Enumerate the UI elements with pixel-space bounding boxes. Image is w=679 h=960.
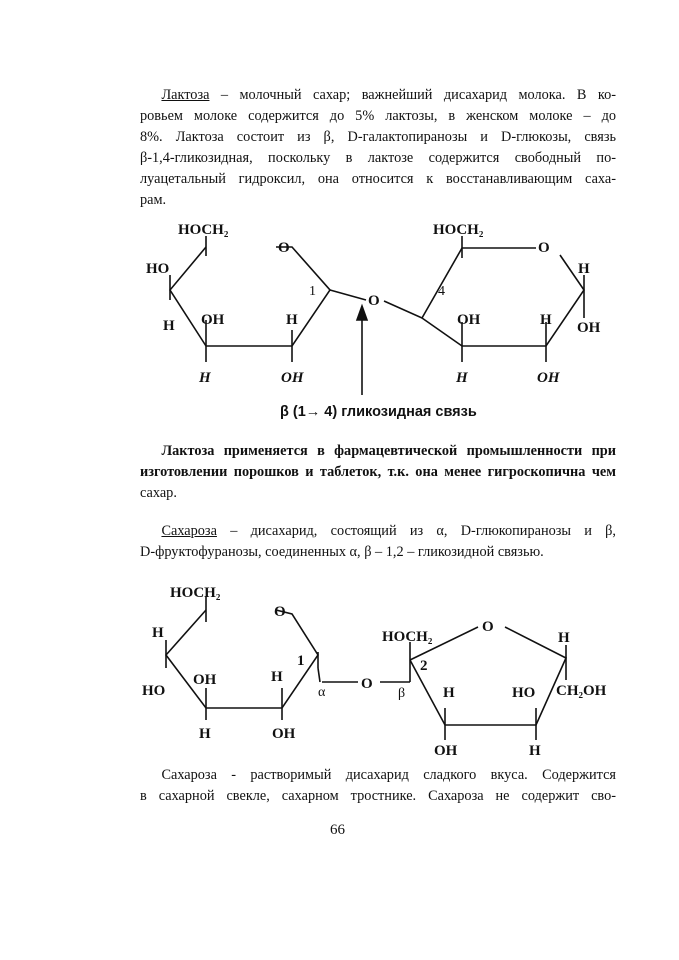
lactose-bond-caption: β (1→ 4) гликозидная связь — [280, 404, 477, 420]
sucrose-ring2-h-right: H — [558, 630, 570, 646]
sucrose-ring1-h-bottom: H — [199, 726, 211, 742]
sucrose-line-2: D-фруктофуранозы, соединенных α, β – 1,2 – гликозидной связью. — [140, 544, 544, 560]
sucrose-ring1-ho: HO — [142, 683, 166, 699]
sucrose-beta-label: β — [398, 686, 406, 701]
page-number: 66 — [330, 822, 345, 838]
sucrose-c1-label: 1 — [297, 653, 305, 669]
lactose-c1-label: 1 — [309, 284, 316, 299]
lactose-paragraph: Лактоза – молочный сахар; важнейший дисахарид молока. В ко- ровьем молоке содержится до 5% лактозы, в женском молоке – до 8%. Лактоза состоит из β, D-галактопиранозы и D-глюкозы, связь β-1,4-гликозидная, поскольку в лактозе содержится свободный по- луацетальный гидроксил, она относится к восстанавливающим саха- рам. — [140, 85, 616, 211]
sucrose-ring2-ho: HO — [512, 685, 536, 701]
lactose-ring1-hoch2: HOCH₂ — [178, 222, 229, 238]
sucrose-glycosidic-oxygen: O — [361, 676, 373, 692]
lactose-c4-label: 4 — [438, 284, 445, 299]
sucrose-ring2-oh-bottom: OH — [434, 743, 458, 759]
lactose-ring1-oh-bottom: OH — [281, 370, 304, 386]
lactose-ring1-h-mid: H — [286, 312, 298, 328]
sucrose-alpha-label: α — [318, 685, 326, 700]
sucrose-ring2-hoch2: HOCH₂ — [382, 629, 433, 645]
sucrose-ring2-ch2oh-right: CH₂OH — [556, 683, 607, 699]
lactose-ring2-h-bottom: H — [456, 370, 468, 386]
sucrose-description: Сахароза - растворимый дисахарид сладкого вкуса. Содержится в сахарной свекле, сахарном тростнике. Сахароза не содержит сво- — [140, 765, 616, 807]
lactose-ring1-ho: HO — [146, 261, 170, 277]
lactose-ring2-h-mid: H — [540, 312, 552, 328]
sucrose-ring2-h-bottom: H — [529, 743, 541, 759]
sucrose-ring-1-bonds — [166, 596, 358, 720]
sucrose-ring2-oxygen: O — [482, 619, 494, 635]
sucrose-desc-line-2: в сахарной свекле, сахарном тростнике. Сахароза не содержит сво- — [140, 788, 616, 804]
sucrose-ring1-h-mid: H — [271, 669, 283, 685]
lactose-ring2-oh-bottom: OH — [537, 370, 560, 386]
sucrose-ring1-oxygen: O — [274, 604, 286, 620]
lactose-ring2-h-right: H — [578, 261, 590, 277]
lactose-line-3: 8%. Лактоза состоит из β, D-галактопиранозы и D-глюкозы, связь — [140, 129, 616, 145]
lactose-line-6: рам. — [140, 192, 167, 208]
lactose-line-4: β-1,4-гликозидная, поскольку в лактозе содержится свободный по- — [140, 150, 616, 166]
sucrose-c2-label: 2 — [420, 658, 428, 674]
lactose-line-2: ровьем молоке содержится до 5% лактозы, в женском молоке – до — [140, 108, 616, 124]
lactose-ring1-h-left: H — [163, 318, 175, 334]
lactose-line-5: луацетальный гидроксил, она относится к восстанавливающим саха- — [140, 171, 616, 187]
lactose-usage-paragraph: Лактоза применяется в фармацевтической промышленности при изготовлении порошков и таблеток, т.к. она менее гигроскопична чем сахар. — [140, 441, 616, 504]
sucrose-ring1-oh-mid: OH — [193, 672, 217, 688]
sucrose-ring1-h-left: H — [152, 625, 164, 641]
sucrose-ring2-h-mid: H — [443, 685, 455, 701]
lactose-ring2-hoch2: HOCH₂ — [433, 222, 484, 238]
lactose-term: Лактоза — [161, 87, 210, 103]
lactose-ring1-h-bottom: H — [199, 370, 211, 386]
lactose-ring2-oxygen: O — [538, 240, 550, 256]
sucrose-paragraph: Сахароза – дисахарид, состоящий из α, D-глюкопиранозы и β, D-фруктофуранозы, соединенных α, β – 1,2 – гликозидной связью. — [140, 521, 616, 563]
lactose-ring1-oh-mid: OH — [201, 312, 225, 328]
lactose-usage-line-2: изготовлении порошков и таблеток, т.к. она менее гигроскопична чем — [140, 464, 616, 480]
lactose-usage-line-3: сахар. — [140, 485, 177, 501]
lactose-ring1-oxygen: O — [278, 240, 290, 256]
sucrose-term: Сахароза — [161, 523, 217, 539]
lactose-glycosidic-oxygen: O — [368, 293, 380, 309]
sucrose-ring1-oh-bottom: OH — [272, 726, 296, 742]
lactose-ring2-oh-mid: OH — [457, 312, 481, 328]
sucrose-ring1-hoch2: HOCH₂ — [170, 585, 221, 601]
lactose-ring2-oh-right: OH — [577, 320, 601, 336]
